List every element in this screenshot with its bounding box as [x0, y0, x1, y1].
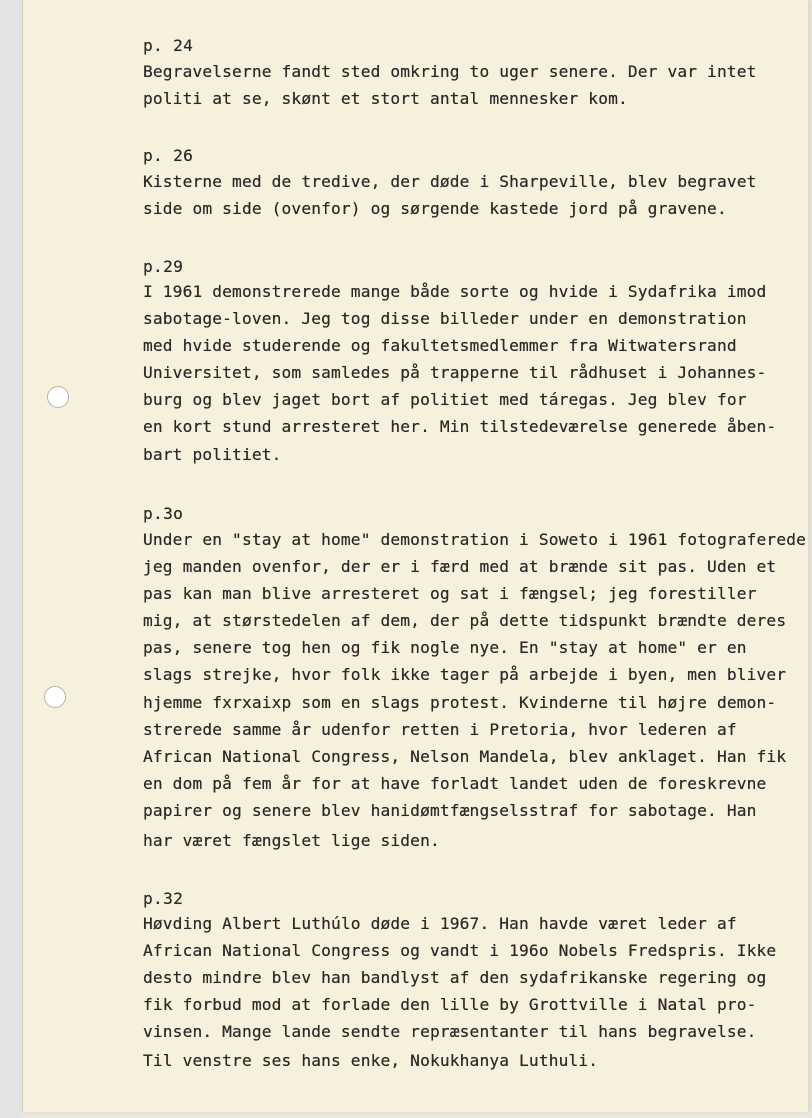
text-line: African National Congress og vandt i 196o Nobels Fredspris. Ikke	[143, 941, 777, 960]
text-line: desto mindre blev han bandlyst af den sydafrikanske regering og	[143, 968, 767, 987]
text-line: jeg manden ovenfor, der er i færd med at brænde sit pas. Uden et	[143, 557, 777, 576]
text-line: side om side (ovenfor) og sørgende kastede jord på gravene.	[143, 199, 727, 218]
text-line: en kort stund arresteret her. Min tilstedeværelse generede åben-	[143, 417, 777, 436]
text-line: African National Congress, Nelson Mandela, blev anklaget. Han fik	[143, 747, 787, 766]
text-line: Høvding Albert Luthúlo døde i 1967. Han havde været leder af	[143, 914, 737, 933]
text-line: har været fængslet lige siden.	[143, 831, 440, 850]
punch-hole	[47, 386, 69, 408]
text-line: Under en "stay at home" demonstration i Soweto i 1961 fotograferede	[143, 530, 807, 549]
text-line: slags strejke, hvor folk ikke tager på arbejde i byen, men bliver	[143, 665, 787, 684]
text-line: sabotage-loven. Jeg tog disse billeder under en demonstration	[143, 309, 747, 328]
text-line: fik forbud mod at forlade den lille by Grottville i Natal pro-	[143, 995, 757, 1014]
text-line: Til venstre ses hans enke, Nokukhanya Luthuli.	[143, 1051, 599, 1070]
text-line: vinsen. Mange lande sendte repræsentanter til hans begravelse.	[143, 1022, 757, 1041]
text-line: I 1961 demonstrerede mange både sorte og hvide i Sydafrika imod	[143, 282, 767, 301]
page-reference: p. 24	[143, 36, 194, 55]
text-line: pas kan man blive arresteret og sat i fængsel; jeg forestiller	[143, 584, 757, 603]
text-line: Begravelserne fandt sted omkring to uger senere. Der var intet	[143, 62, 757, 81]
text-line: med hvide studerende og fakultetsmedlemmer fra Witwatersrand	[143, 336, 737, 355]
page-reference: p.32	[143, 889, 184, 908]
punch-hole	[44, 686, 66, 708]
text-line: burg og blev jaget bort af politiet med táregas. Jeg blev for	[143, 390, 747, 409]
scan-edge	[0, 0, 22, 1118]
text-line: politi at se, skønt et stort antal mennesker kom.	[143, 89, 628, 108]
text-line: papirer og senere blev hanidømtfængselsstraf for sabotage. Han	[143, 801, 757, 820]
text-line: Kisterne med de tredive, der døde i Sharpeville, blev begravet	[143, 172, 757, 191]
text-line: pas, senere tog hen og fik nogle nye. En "stay at home" er en	[143, 638, 747, 657]
text-line: Universitet, som samledes på trapperne til rådhuset i Johannes-	[143, 363, 767, 382]
text-line: en dom på fem år for at have forladt landet uden de foreskrevne	[143, 774, 767, 793]
text-line: mig, at størstedelen af dem, der på dette tidspunkt brændte deres	[143, 611, 787, 630]
page-reference: p. 26	[143, 146, 194, 165]
page-reference: p.3o	[143, 504, 184, 523]
text-line: hjemme fxrxaixp som en slags protest. Kvinderne til højre demon-	[143, 693, 777, 712]
text-line: strerede samme år udenfor retten i Pretoria, hvor lederen af	[143, 720, 737, 739]
text-line: bart politiet.	[143, 445, 282, 464]
page-reference: p.29	[143, 257, 184, 276]
